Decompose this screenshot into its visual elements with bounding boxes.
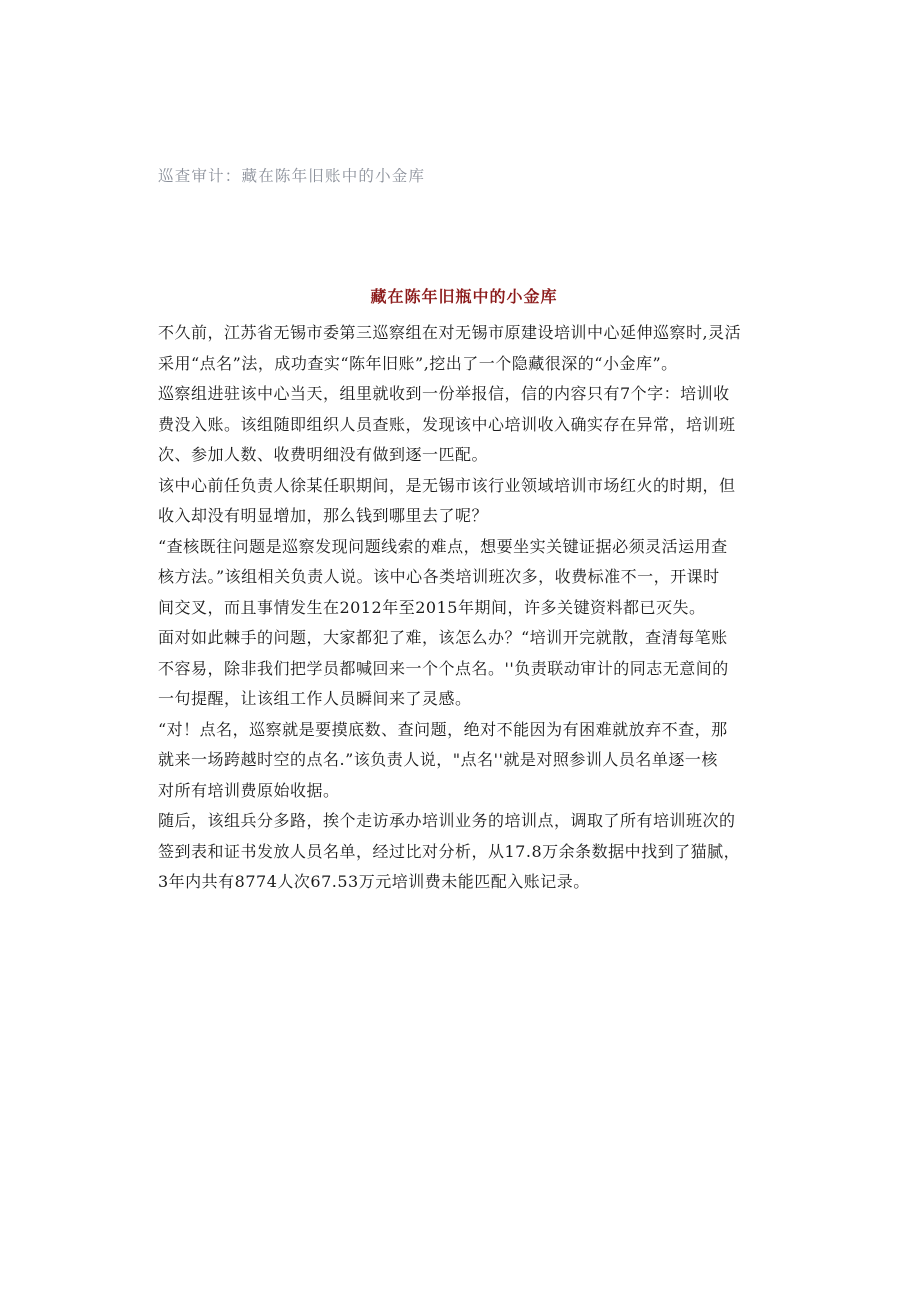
text-line: “查核既往问题是巡察发现问题线索的难点，想要坐实关键证据必须灵活运用查	[158, 536, 728, 556]
text-line: 核方法。”该组相关负责人说。该中心各类培训班次多，收费标准不一，开课时	[158, 567, 720, 586]
text-line: 间交叉，而且事情发生在2012年至2015年期间，许多关键资料都已灭失。	[158, 597, 706, 617]
paragraph	[158, 715, 770, 807]
paragraph	[158, 471, 770, 532]
text-line: 不容易，除非我们把学员都喊回来一个个点名。''负责联动审计的同志无意间的	[158, 658, 729, 678]
paragraph	[158, 623, 770, 715]
paragraph	[158, 806, 770, 898]
paragraph	[158, 318, 770, 379]
text-line: 对所有培训费原始收据。	[158, 780, 340, 800]
text-line: 就来一场跨越时空的点名.”该负责人说，"点名''就是对照参训人员名单逐一核	[158, 750, 718, 769]
text-line: 巡察组进驻该中心当天，组里就收到一份举报信，信的内容只有7个字：培训收	[158, 384, 730, 403]
article-title: 藏在陈年旧瓶中的小金库	[370, 287, 558, 306]
text-line: 该中心前任负责人徐某任职期间，是无锡市该行业领域培训市场红火的时期，但	[158, 475, 736, 495]
text-line: 收入却没有明显增加，那么钱到哪里去了呢？	[158, 506, 489, 525]
document-header-title: 巡查审计：藏在陈年旧账中的小金库	[158, 167, 426, 185]
text-line: 随后，该组兵分多路，挨个走访承办培训业务的培训点，调取了所有培训班次的	[158, 811, 736, 830]
text-line: “对！点名，巡察就是要摸底数、查问题，绝对不能因为有困难就放弃不查，那	[158, 719, 728, 739]
text-line: 采用“点名”法，成功查实“陈年旧账”,挖出了一个隐藏很深的“小金库”。	[158, 353, 678, 373]
text-line: 不久前，江苏省无锡市委第三巡察组在对无锡市原建设培训中心延伸巡察时,灵活	[158, 323, 742, 342]
text-line: 次、参加人数、收费明细没有做到逐一匹配。	[158, 445, 489, 464]
paragraph	[158, 532, 770, 624]
text-line: 一句提醒，让该组工作人员瞬间来了灵感。	[158, 689, 472, 708]
text-line: 签到表和证书发放人员名单，经过比对分析，从17.8万余条数据中找到了猫腻，	[158, 841, 741, 861]
text-line: 费没入账。该组随即组织人员查账，发现该中心培训收入确实存在异常，培训班	[158, 414, 736, 434]
article-body	[158, 318, 770, 898]
paragraph	[158, 379, 770, 471]
text-line: 面对如此棘手的问题，大家都犯了难，该怎么办？“培训开完就散，查清每笔账	[158, 628, 728, 647]
text-line: 3年内共有8774人次67.53万元培训费未能匹配入账记录。	[158, 872, 590, 891]
